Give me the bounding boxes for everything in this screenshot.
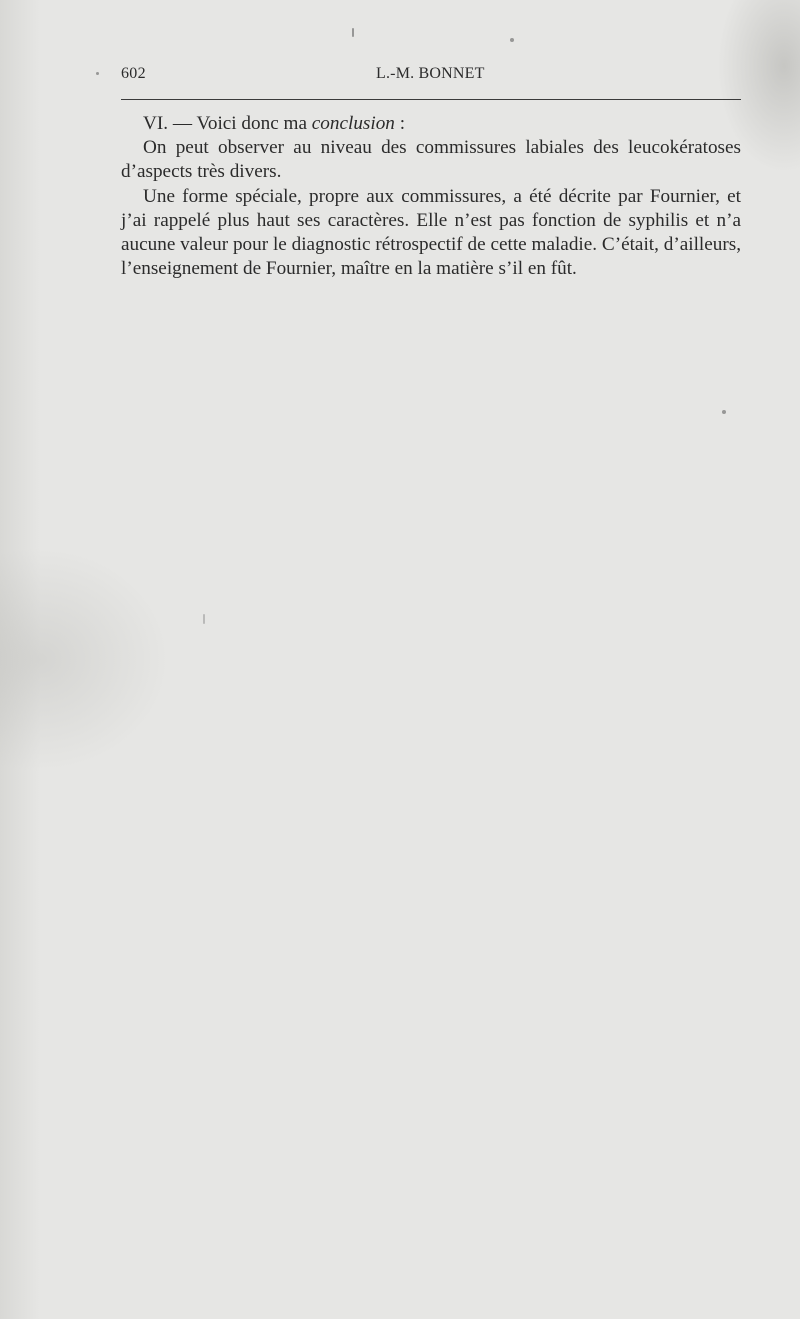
section-heading <box>121 112 741 136</box>
running-head: L.-M. BONNET <box>376 65 485 82</box>
heading-prefix: VI. — Voici donc ma <box>143 113 312 134</box>
paper-speck <box>352 28 354 37</box>
paragraph-1: On peut observer au niveau des commissures labiales des leucokératoses d’aspects très divers. <box>121 137 741 183</box>
body-text <box>121 112 741 281</box>
page-number: 602 <box>121 65 146 82</box>
header-rule <box>121 99 741 100</box>
paper-speck <box>722 410 726 414</box>
paper-speck <box>96 72 99 75</box>
paper-speck <box>510 38 514 42</box>
heading-suffix: : <box>394 113 406 134</box>
page-header <box>121 62 741 86</box>
paper-speck <box>203 614 205 624</box>
heading-italic: conclusion <box>311 113 395 134</box>
paragraph-2: Une forme spéciale, propre aux commissures, a été décrite par Fournier, et j’ai rappelé plus haut ses caractères. Elle n’est pas fonction de syphilis et n’a aucune valeur pour le diagnostic rétrospectif de cette maladie. C’était, d’ailleurs, l’enseignement de Fournier, maître en la matière s’il en fût. <box>121 185 741 280</box>
